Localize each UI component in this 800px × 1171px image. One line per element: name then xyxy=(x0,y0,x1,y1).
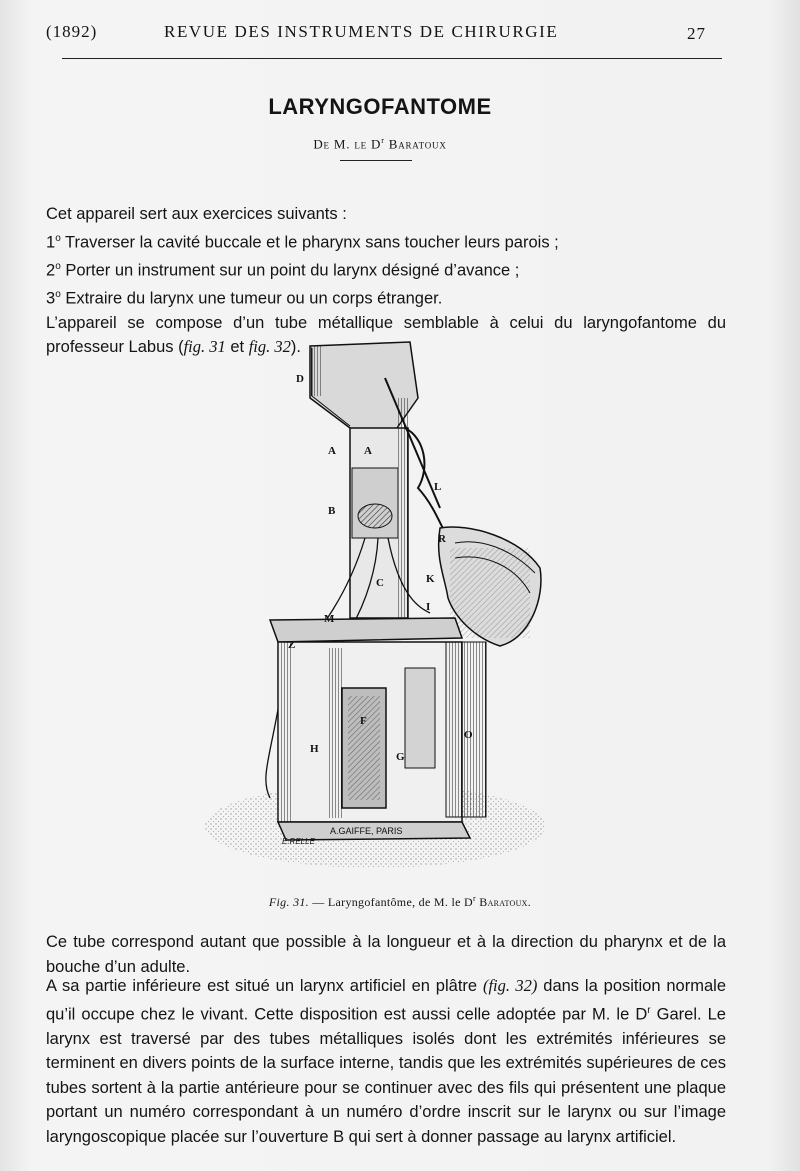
laryngofantome-illustration xyxy=(200,338,600,878)
fig-ref-31: fig. 31 xyxy=(183,337,226,356)
label-b: B xyxy=(328,505,336,517)
intro-para-text: L’appareil se compose d’un tube métallique semblable à celui du laryngofantome du professeur Labus ( xyxy=(46,313,726,356)
bell xyxy=(405,668,435,768)
maker-plate: A.GAIFFE, PARIS xyxy=(330,826,403,836)
byline-rule xyxy=(340,160,412,161)
byline-sup: r xyxy=(381,136,385,145)
label-f: F xyxy=(360,715,367,727)
para3-after: Garel. Le larynx est traversé par des tubes métalliques isolés dont les extrémités inférieures se terminent en divers points de la surface interne, tandis que les extrémités supérieures de ces tubes sortent à la partie antérieure pour se continuer avec des fils qui présentent une plaque portant un numéro correspondant à un numéro d’ordre inscrit sur le larynx ou sur l’image laryngoscopique placée sur l’ouverture B qui sert à donner passage au larynx artificiel. xyxy=(46,1005,726,1146)
caption-sup: r xyxy=(473,894,476,903)
label-a1: A xyxy=(328,445,336,457)
intro-item-1 xyxy=(46,227,726,255)
label-d: D xyxy=(296,373,304,385)
intro-item-2 xyxy=(46,255,726,283)
figure-caption xyxy=(0,894,800,910)
byline-name: Baratoux xyxy=(388,136,447,152)
fig-ref-32b: (fig. 32) xyxy=(482,976,538,995)
item-sup: o xyxy=(55,232,61,244)
label-a2: A xyxy=(364,445,372,457)
label-c: C xyxy=(376,577,384,589)
journal-title: REVUE DES INSTRUMENTS DE CHIRURGIE xyxy=(164,22,559,41)
header-year: (1892) xyxy=(46,22,98,41)
caption-name: Baratoux. xyxy=(475,895,532,909)
para3-middle: dans la position normale qu’il occupe chez le vivant. Cette disposition est aussi celle adoptée par M. le D xyxy=(46,977,726,1023)
base-box-top xyxy=(270,618,462,642)
paragraph-2: Ce tube correspond autant que possible à la longueur et à la direction du pharynx et de la bouche d’un adulte. xyxy=(46,933,726,976)
caption-text: — Laryngofantôme, de M. le D xyxy=(309,895,473,909)
byline xyxy=(0,136,760,152)
label-r: R xyxy=(438,533,446,545)
paragraph-3 xyxy=(46,974,726,1149)
item-num: 3 xyxy=(46,289,56,307)
para3-sup: r xyxy=(647,1004,651,1016)
label-i: I xyxy=(426,601,431,613)
para3-before: A sa partie inférieure est situé un larynx artificiel en plâtre xyxy=(46,977,483,995)
article-title: LARYNGOFANTOME xyxy=(268,94,492,119)
running-head xyxy=(46,22,706,46)
label-k: K xyxy=(426,573,435,585)
label-h: H xyxy=(310,743,319,755)
intro-and: et xyxy=(225,338,249,356)
item-sup: o xyxy=(55,288,61,300)
label-g: G xyxy=(396,751,405,763)
label-z: Z xyxy=(288,639,296,651)
intro-lead: Cet appareil sert aux exercices suivants : xyxy=(46,205,347,223)
item-sup: o xyxy=(55,260,61,272)
item-num: 1 xyxy=(46,233,56,251)
intro-close: ). xyxy=(290,338,301,356)
caption-fig: Fig. 31. xyxy=(268,895,309,909)
label-l: L xyxy=(434,481,442,493)
item-num: 2 xyxy=(46,261,56,279)
byline-prefix: De M. le D xyxy=(313,136,382,152)
header-rule xyxy=(62,58,722,59)
item-text: Extraire du larynx une tumeur ou un corps étranger. xyxy=(60,289,443,307)
engraver-signature: E.RELLE xyxy=(282,837,315,846)
fig-ref-32: fig. 32 xyxy=(248,337,291,356)
label-o: O xyxy=(464,729,473,741)
intro-block xyxy=(46,202,726,360)
intro-item-3 xyxy=(46,283,726,311)
item-text: Porter un instrument sur un point du larynx désigné d’avance ; xyxy=(60,261,520,279)
label-m: M xyxy=(324,613,335,625)
page-number: 27 xyxy=(687,24,706,43)
item-text: Traverser la cavité buccale et le pharynx sans toucher leurs parois ; xyxy=(60,233,559,251)
